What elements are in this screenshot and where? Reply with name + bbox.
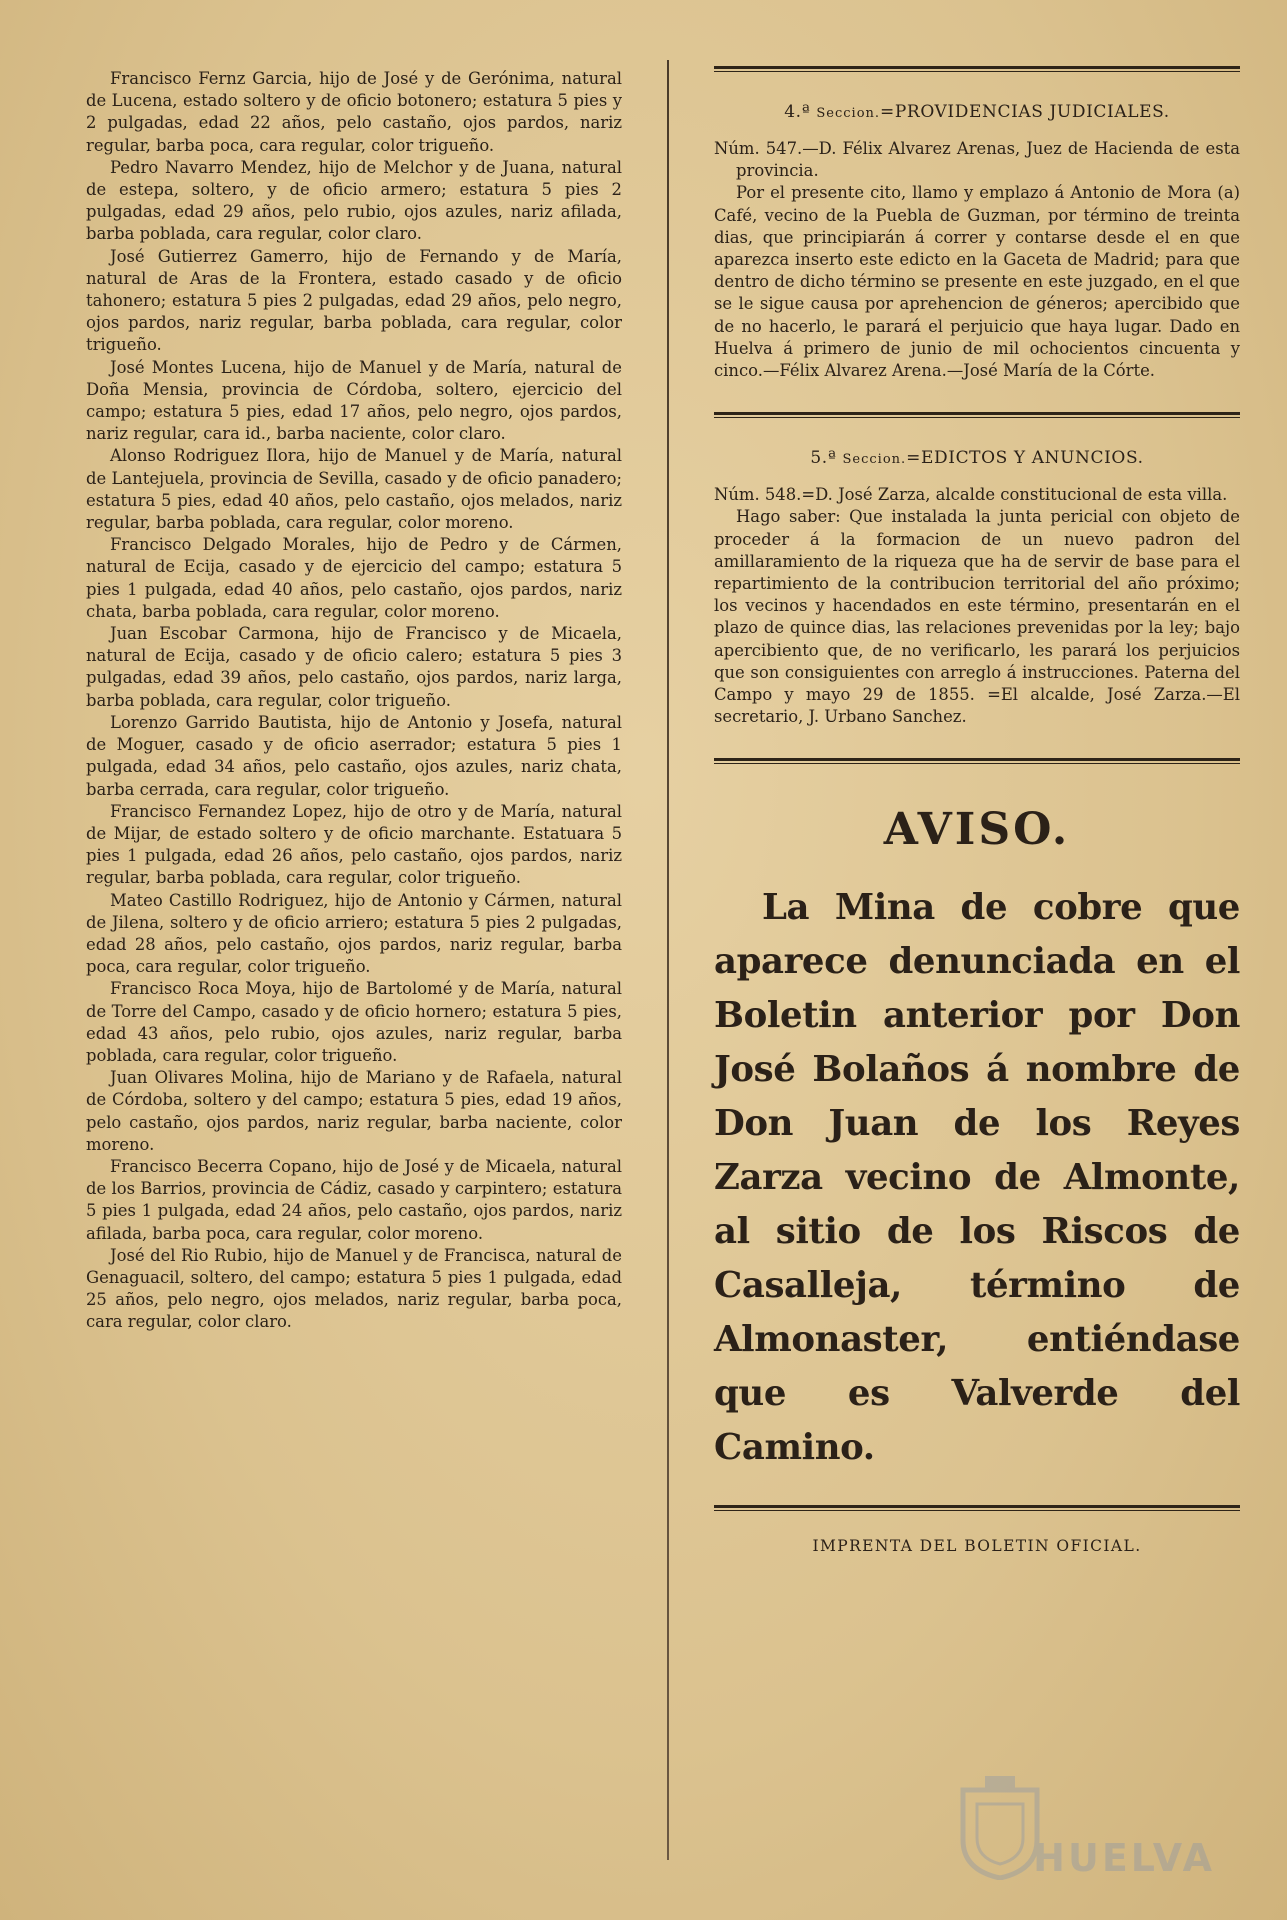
section5-label: Seccion. [842, 452, 907, 468]
section-rule [714, 66, 1240, 72]
section4-heading [714, 102, 1240, 122]
section5-number: 5.ª [810, 448, 837, 469]
section4-notice [714, 138, 1240, 382]
record-paragraph: Lorenzo Garrido Bautista, hijo de Antonio y Josefa, natural de Moguer, casado y de oficio aserrador; estatura 5 pies 1 pulgada, edad 34 años, pelo castaño, ojos azules, nariz chata, barba cerrada, cara regular, color trigueño. [86, 712, 622, 799]
record-paragraph: José Montes Lucena, hijo de Manuel y de María, natural de Doña Mensia, provincia de Córdoba, soltero, ejercicio del campo; estatura 5 pies, edad 17 años, pelo negro, ojos pardos, nariz regular, cara id., barba naciente, color claro. [86, 357, 622, 444]
record-paragraph: Pedro Navarro Mendez, hijo de Melchor y de Juana, natural de estepa, soltero, y de oficio armero; estatura 5 pies 2 pulgadas, edad 29 años, pelo rubio, ojos azules, nariz afilada, barba poblada, cara regular, color claro. [86, 157, 622, 244]
section-rule [714, 1505, 1240, 1511]
imprenta-footer: IMPRENTA DEL BOLETIN OFICIAL. [812, 1537, 1142, 1556]
record-paragraph: Francisco Fernandez Lopez, hijo de otro y de María, natural de Mijar, de estado soltero y de oficio marchante. Estatuara 5 pies 1 pulgada, edad 26 años, pelo castaño, ojos pardos, nariz regular, barba poblada, cara regular, color trigueño. [86, 801, 622, 888]
section4-label: Seccion. [816, 106, 881, 121]
archive-seal-icon [955, 1770, 1045, 1880]
section5-notice [714, 484, 1240, 728]
archive-watermark [955, 1760, 1215, 1880]
record-paragraph: Francisco Fernz Garcia, hijo de José y de Gerónima, natural de Lucena, estado soltero y de oficio botonero; estatura 5 pies y 2 pulgadas, edad 22 años, pelo castaño, ojos pardos, nariz regular, barba poca, cara regular, color trigueño. [86, 69, 622, 155]
section4-number: 4.ª [784, 102, 811, 122]
section4-title: =PROVIDENCIAS JUDICIALES. [880, 102, 1170, 122]
record-paragraph: Alonso Rodriguez Ilora, hijo de Manuel y de María, natural de Lantejuela, provincia de Sevilla, casado y de oficio panadero; estatura 5 pies, edad 40 años, pelo castaño, ojos melados, nariz regular, barba poblada, cara regular, color moreno. [86, 446, 622, 533]
column-divider [667, 60, 669, 1860]
section4-notice-heading: Núm. 547.—D. Félix Alvarez Arenas, Juez de Hacienda de esta provincia. [714, 139, 1240, 181]
section-rule [714, 412, 1240, 418]
section5-notice-body: Hago saber: Que instalada la junta pericial con objeto de proceder á la formacion de un nuevo padron del amillaramiento de la riqueza que ha de servir de base para el repartimiento de la contribucion territorial del año próximo; los vecinos y hacendados en este término, presentarán en el plazo de quince dias, las relaciones prevenidas por la ley; bajo apercibiento que, de no verificarlo, les parará los perjuicios que son consiguientes con arreglo á instrucciones. Paterna del Campo y mayo 29 de 1855. =El alcalde, José Zarza.—El secretario, J. Urbano Sanchez. [714, 507, 1240, 727]
section-rule [714, 758, 1240, 764]
record-paragraph: Francisco Delgado Morales, hijo de Pedro y de Cármen, natural de Ecija, casado y de ejercicio del campo; estatura 5 pies 1 pulgada, edad 40 años, pelo castaño, ojos pardos, nariz chata, barba poblada, cara regular, color moreno. [86, 535, 622, 621]
section4-notice-body: Por el presente cito, llamo y emplazo á Antonio de Mora (a) Café, vecino de la Puebla de Guzman, por término de treinta dias, que principiarán á correr y contarse desde el en que aparezca inserto este edicto en la Gaceta de Madrid; para que dentro de dicho término se presente en este juzgado, en el que se le sigue causa por aprehencion de géneros; apercibido que de no hacerlo, le parará el perjuicio que haya lugar. Dado en Huelva á primero de junio de mil ochocientos cincuenta y cinco.—Félix Alvarez Arena.—José María de la Córte. [714, 183, 1240, 381]
record-paragraph: José del Rio Rubio, hijo de Manuel y de Francisca, natural de Genaguacil, soltero, del campo; estatura 5 pies 1 pulgada, edad 25 años, pelo negro, ojos melados, nariz regular, barba poca, cara regular, color claro. [86, 1245, 622, 1332]
record-paragraph: Francisco Becerra Copano, hijo de José y de Micaela, natural de los Barrios, provincia de Cádiz, casado y carpintero; estatura 5 pies 1 pulgada, edad 24 años, pelo castaño, ojos pardos, nariz afilada, barba poca, cara regular, color moreno. [86, 1156, 622, 1243]
aviso-title: AVISO. [883, 804, 1071, 856]
record-paragraph: Juan Olivares Molina, hijo de Mariano y de Rafaela, natural de Córdoba, soltero y del campo; estatura 5 pies, edad 19 años, pelo castaño, ojos pardos, nariz regular, barba naciente, color moreno. [86, 1068, 622, 1154]
section5-title: =EDICTOS Y ANUNCIOS. [906, 448, 1144, 469]
section5-heading [714, 448, 1240, 468]
record-paragraph: Francisco Roca Moya, hijo de Bartolomé y de María, natural de Torre del Campo, casado y de oficio hornero; estatura 5 pies, edad 43 años, pelo rubio, ojos azules, nariz regular, barba poblada, cara regular, color trigueño. [86, 979, 622, 1065]
aviso-body: La Mina de cobre que aparece denunciada en el Boletin anterior por Don José Bolaños á nombre de Don Juan de los Reyes Zarza vecino de Almonte, al sitio de los Riscos de Casalleja, término de Almonaster, entiéndase que es Valverde del Camino. [714, 887, 1240, 1469]
record-paragraph: José Gutierrez Gamerro, hijo de Fernando y de María, natural de Aras de la Frontera, estado casado y de oficio tahonero; estatura 5 pies 2 pulgadas, edad 29 años, pelo negro, ojos pardos, nariz regular, barba poblada, cara regular, color trigueño. [86, 246, 622, 355]
left-column [86, 68, 622, 1334]
record-paragraph: Juan Escobar Carmona, hijo de Francisco y de Micaela, natural de Ecija, casado y de oficio calero; estatura 5 pies 3 pulgadas, edad 39 años, pelo castaño, ojos pardos, nariz larga, barba poblada, cara regular, color trigueño. [86, 624, 622, 710]
watermark-text: HUELVA [1033, 1836, 1215, 1880]
section5-notice-heading: Núm. 548.=D. José Zarza, alcalde constitucional de esta villa. [714, 485, 1228, 505]
right-column [714, 66, 1240, 1555]
record-paragraph: Mateo Castillo Rodriguez, hijo de Antonio y Cármen, natural de Jilena, soltero y de oficio arriero; estatura 5 pies 2 pulgadas, edad 28 años, pelo castaño, ojos pardos, nariz regular, barba poca, cara regular, color trigueño. [86, 890, 622, 977]
